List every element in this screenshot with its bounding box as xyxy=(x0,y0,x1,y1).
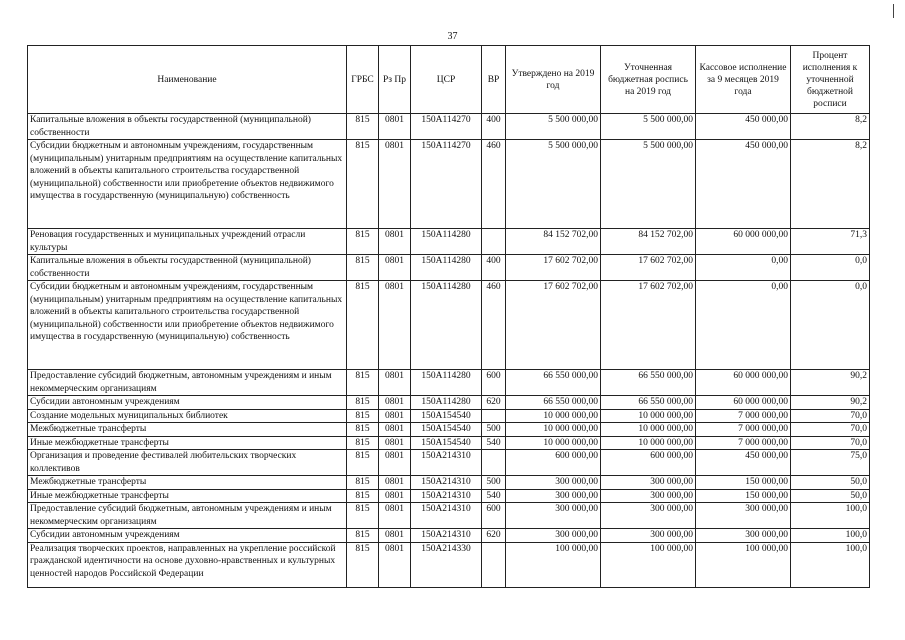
col-header-approved: Утверждено на 2019 год xyxy=(506,46,601,114)
cell-approved: 300 000,00 xyxy=(506,489,601,503)
cell-name: Создание модельных муниципальных библиотек xyxy=(28,409,347,423)
cell-name: Иные межбюджетные трансферты xyxy=(28,489,347,503)
table-row xyxy=(28,370,870,396)
table-row xyxy=(28,542,870,587)
cell-vr: 400 xyxy=(482,255,506,281)
cell-cash: 7 000 000,00 xyxy=(696,409,791,423)
cell-rzpr: 0801 xyxy=(379,436,411,450)
cell-refined: 10 000 000,00 xyxy=(601,423,696,437)
table-row xyxy=(28,281,870,370)
table-row xyxy=(28,409,870,423)
table-row xyxy=(28,489,870,503)
cell-rzpr: 0801 xyxy=(379,409,411,423)
cell-vr: 540 xyxy=(482,436,506,450)
cell-refined: 5 500 000,00 xyxy=(601,114,696,140)
cell-csr: 150А214310 xyxy=(411,503,482,529)
cell-csr: 150А214310 xyxy=(411,450,482,476)
cell-percent: 70,0 xyxy=(791,436,870,450)
table-row xyxy=(28,140,870,229)
cell-percent: 50,0 xyxy=(791,489,870,503)
cell-approved: 300 000,00 xyxy=(506,476,601,490)
cell-csr: 150А214330 xyxy=(411,542,482,587)
cell-refined: 17 602 702,00 xyxy=(601,255,696,281)
cell-grbs: 815 xyxy=(347,436,379,450)
cell-grbs: 815 xyxy=(347,542,379,587)
cell-refined: 66 550 000,00 xyxy=(601,396,696,410)
cell-refined: 100 000,00 xyxy=(601,542,696,587)
cell-cash: 450 000,00 xyxy=(696,140,791,229)
cell-cash: 60 000 000,00 xyxy=(696,370,791,396)
cell-grbs: 815 xyxy=(347,114,379,140)
col-header-percent: Процент исполнения к уточненной бюджетной росписи xyxy=(791,46,870,114)
cell-cash: 60 000 000,00 xyxy=(696,229,791,255)
cell-vr: 460 xyxy=(482,281,506,370)
cell-percent: 75,0 xyxy=(791,450,870,476)
col-header-refined: Уточненная бюджетная роспись на 2019 год xyxy=(601,46,696,114)
cell-grbs: 815 xyxy=(347,450,379,476)
cell-approved: 600 000,00 xyxy=(506,450,601,476)
cell-csr: 150А114270 xyxy=(411,114,482,140)
cell-approved: 300 000,00 xyxy=(506,529,601,543)
cell-name: Капитальные вложения в объекты государственной (муниципальной) собственности xyxy=(28,114,347,140)
cell-vr: 600 xyxy=(482,503,506,529)
cell-rzpr: 0801 xyxy=(379,255,411,281)
table-row xyxy=(28,114,870,140)
cell-grbs: 815 xyxy=(347,140,379,229)
cell-name: Субсидии автономным учреждениям xyxy=(28,396,347,410)
cell-vr xyxy=(482,229,506,255)
cell-approved: 100 000,00 xyxy=(506,542,601,587)
cell-refined: 600 000,00 xyxy=(601,450,696,476)
cell-csr: 150А114280 xyxy=(411,396,482,410)
cell-rzpr: 0801 xyxy=(379,281,411,370)
table-row xyxy=(28,255,870,281)
cell-csr: 150А114280 xyxy=(411,370,482,396)
cell-rzpr: 0801 xyxy=(379,140,411,229)
cell-percent: 0,0 xyxy=(791,255,870,281)
cell-refined: 300 000,00 xyxy=(601,476,696,490)
cell-rzpr: 0801 xyxy=(379,503,411,529)
cell-vr: 400 xyxy=(482,114,506,140)
cell-percent: 100,0 xyxy=(791,503,870,529)
cell-grbs: 815 xyxy=(347,370,379,396)
cell-csr: 150А214310 xyxy=(411,529,482,543)
page-number: 37 xyxy=(447,31,458,42)
col-header-grbs: ГРБС xyxy=(347,46,379,114)
cell-name: Капитальные вложения в объекты государственной (муниципальной) собственности xyxy=(28,255,347,281)
table-row xyxy=(28,450,870,476)
cell-rzpr: 0801 xyxy=(379,489,411,503)
col-header-name: Наименование xyxy=(28,46,347,114)
cell-refined: 300 000,00 xyxy=(601,503,696,529)
cell-name: Иные межбюджетные трансферты xyxy=(28,436,347,450)
cell-percent: 8,2 xyxy=(791,114,870,140)
cell-refined: 66 550 000,00 xyxy=(601,370,696,396)
cell-cash: 450 000,00 xyxy=(696,114,791,140)
table-row xyxy=(28,396,870,410)
table-row xyxy=(28,529,870,543)
cell-cash: 300 000,00 xyxy=(696,529,791,543)
cell-vr: 500 xyxy=(482,476,506,490)
cell-grbs: 815 xyxy=(347,396,379,410)
cell-approved: 66 550 000,00 xyxy=(506,370,601,396)
cell-percent: 100,0 xyxy=(791,542,870,587)
cell-approved: 17 602 702,00 xyxy=(506,255,601,281)
cell-refined: 84 152 702,00 xyxy=(601,229,696,255)
cell-rzpr: 0801 xyxy=(379,542,411,587)
cell-percent: 0,0 xyxy=(791,281,870,370)
cell-rzpr: 0801 xyxy=(379,229,411,255)
cell-cash: 150 000,00 xyxy=(696,476,791,490)
cell-refined: 300 000,00 xyxy=(601,529,696,543)
cell-grbs: 815 xyxy=(347,503,379,529)
cell-percent: 90,2 xyxy=(791,396,870,410)
cell-vr xyxy=(482,409,506,423)
cell-vr: 500 xyxy=(482,423,506,437)
cell-grbs: 815 xyxy=(347,229,379,255)
cell-csr: 150А114280 xyxy=(411,281,482,370)
col-header-vr: ВР xyxy=(482,46,506,114)
cell-approved: 5 500 000,00 xyxy=(506,114,601,140)
cell-name: Реновация государственных и муниципальных учреждений отрасли культуры xyxy=(28,229,347,255)
cell-vr: 620 xyxy=(482,529,506,543)
cell-name: Межбюджетные трансферты xyxy=(28,423,347,437)
cell-approved: 10 000 000,00 xyxy=(506,436,601,450)
cell-approved: 17 602 702,00 xyxy=(506,281,601,370)
cell-vr: 620 xyxy=(482,396,506,410)
cell-cash: 0,00 xyxy=(696,281,791,370)
cell-csr: 150А154540 xyxy=(411,423,482,437)
cell-refined: 300 000,00 xyxy=(601,489,696,503)
cell-name: Предоставление субсидий бюджетным, автономным учреждениям и иным некоммерческим организациям xyxy=(28,503,347,529)
cell-rzpr: 0801 xyxy=(379,529,411,543)
cell-grbs: 815 xyxy=(347,476,379,490)
cell-name: Предоставление субсидий бюджетным, автономным учреждениям и иным некоммерческим организациям xyxy=(28,370,347,396)
cell-cash: 150 000,00 xyxy=(696,489,791,503)
cell-approved: 84 152 702,00 xyxy=(506,229,601,255)
cell-approved: 10 000 000,00 xyxy=(506,409,601,423)
cell-csr: 150А114280 xyxy=(411,229,482,255)
cell-cash: 60 000 000,00 xyxy=(696,396,791,410)
cell-name: Субсидии бюджетным и автономным учреждениям, государственным (муниципальным) унитарным предприятиям на осуществление капитальных вложений в объекты капитального строительства государственной (муниципальной) собственности или приобретение объектов недвижимого имущества в государственную (муниципальную) собственность xyxy=(28,281,347,370)
cell-cash: 7 000 000,00 xyxy=(696,436,791,450)
cell-refined: 5 500 000,00 xyxy=(601,140,696,229)
cell-rzpr: 0801 xyxy=(379,423,411,437)
table-row xyxy=(28,436,870,450)
cell-percent: 100,0 xyxy=(791,529,870,543)
cell-percent: 70,0 xyxy=(791,409,870,423)
table-header-row xyxy=(28,46,870,114)
cell-csr: 150А114280 xyxy=(411,255,482,281)
cell-cash: 0,00 xyxy=(696,255,791,281)
cell-vr: 460 xyxy=(482,140,506,229)
col-header-rzpr: Рз Пр xyxy=(379,46,411,114)
cell-rzpr: 0801 xyxy=(379,450,411,476)
cell-rzpr: 0801 xyxy=(379,396,411,410)
cell-percent: 71,3 xyxy=(791,229,870,255)
cell-refined: 10 000 000,00 xyxy=(601,436,696,450)
cell-grbs: 815 xyxy=(347,281,379,370)
cell-cash: 300 000,00 xyxy=(696,503,791,529)
cell-percent: 8,2 xyxy=(791,140,870,229)
cell-approved: 10 000 000,00 xyxy=(506,423,601,437)
cell-rzpr: 0801 xyxy=(379,114,411,140)
cell-approved: 300 000,00 xyxy=(506,503,601,529)
cell-approved: 66 550 000,00 xyxy=(506,396,601,410)
cell-grbs: 815 xyxy=(347,529,379,543)
cell-csr: 150А114270 xyxy=(411,140,482,229)
table-row xyxy=(28,476,870,490)
col-header-cash: Кассовое исполнение за 9 месяцев 2019 года xyxy=(696,46,791,114)
cell-grbs: 815 xyxy=(347,489,379,503)
cell-name: Реализация творческих проектов, направленных на укрепление российской гражданской идентичности на основе духовно-нравственных и культурных ценностей народов Российской Федерации xyxy=(28,542,347,587)
cell-vr: 540 xyxy=(482,489,506,503)
cell-csr: 150А154540 xyxy=(411,409,482,423)
cell-grbs: 815 xyxy=(347,423,379,437)
cell-percent: 50,0 xyxy=(791,476,870,490)
cell-approved: 5 500 000,00 xyxy=(506,140,601,229)
budget-execution-table xyxy=(27,45,870,588)
cell-cash: 450 000,00 xyxy=(696,450,791,476)
cell-csr: 150А154540 xyxy=(411,436,482,450)
cell-percent: 70,0 xyxy=(791,423,870,437)
cell-percent: 90,2 xyxy=(791,370,870,396)
cell-vr xyxy=(482,542,506,587)
cell-csr: 150А214310 xyxy=(411,489,482,503)
table-row xyxy=(28,423,870,437)
table-row xyxy=(28,229,870,255)
cell-cash: 100 000,00 xyxy=(696,542,791,587)
cell-grbs: 815 xyxy=(347,409,379,423)
cell-refined: 10 000 000,00 xyxy=(601,409,696,423)
cell-cash: 7 000 000,00 xyxy=(696,423,791,437)
cell-grbs: 815 xyxy=(347,255,379,281)
col-header-csr: ЦСР xyxy=(411,46,482,114)
cell-name: Субсидии бюджетным и автономным учреждениям, государственным (муниципальным) унитарным предприятиям на осуществление капитальных вложений в объекты капитального строительства государственной (муниципальной) собственности или приобретение объектов недвижимого имущества в государственную (муниципальную) собственность xyxy=(28,140,347,229)
cell-rzpr: 0801 xyxy=(379,370,411,396)
cell-vr xyxy=(482,450,506,476)
table-row xyxy=(28,503,870,529)
page-edge-mark xyxy=(893,4,894,18)
cell-name: Межбюджетные трансферты xyxy=(28,476,347,490)
cell-name: Организация и проведение фестивалей любительских творческих коллективов xyxy=(28,450,347,476)
cell-vr: 600 xyxy=(482,370,506,396)
cell-refined: 17 602 702,00 xyxy=(601,281,696,370)
cell-csr: 150А214310 xyxy=(411,476,482,490)
cell-rzpr: 0801 xyxy=(379,476,411,490)
cell-name: Субсидии автономным учреждениям xyxy=(28,529,347,543)
